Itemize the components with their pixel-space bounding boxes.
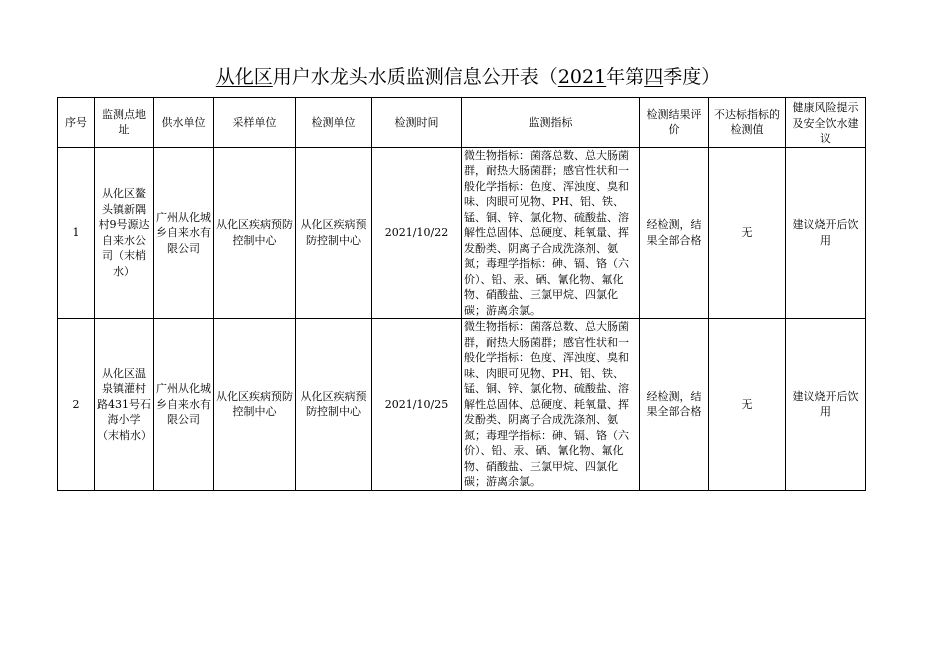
header-result: 检测结果评价 [640, 98, 709, 148]
water-quality-table [57, 97, 866, 491]
title-main-text: 用户水龙头水质监测信息公开表（ [272, 66, 558, 88]
cell-advice: 建议烧开后饮用 [786, 319, 866, 491]
table-row [58, 319, 866, 491]
cell-result: 经检测，结果全部合格 [640, 147, 709, 319]
title-year: 2021 [557, 66, 607, 88]
cell-exceed: 无 [709, 319, 786, 491]
cell-no: 2 [58, 319, 95, 491]
cell-site: 从化区鳌头镇新隅村9号源达自来水公司（末梢水） [95, 147, 154, 319]
header-supplier: 供水单位 [154, 98, 214, 148]
cell-indicators: 微生物指标：菌落总数、总大肠菌群，耐热大肠菌群；感官性状和一般化学指标：色度、浑浊度、臭和味、肉眼可见物、PH、铝、铁、锰、铜、锌、氯化物、硫酸盐、溶解性总固体、总硬度、耗氧量、挥发酚类、阴离子合成洗涤剂、氨氮；毒理学指标：砷、镉、铬（六价）、铅、汞、硒、氰化物、氟化物、硝酸盐、三氯甲烷、四氯化碳；游离余氯。 [462, 147, 640, 319]
cell-sampler: 从化区疾病预防控制中心 [214, 319, 296, 491]
cell-advice: 建议烧开后饮用 [786, 147, 866, 319]
cell-time: 2021/10/25 [372, 319, 462, 491]
header-sampler: 采样单位 [214, 98, 296, 148]
cell-result: 经检测，结果全部合格 [640, 319, 709, 491]
cell-time: 2021/10/22 [372, 147, 462, 319]
title-end: 季度） [663, 66, 721, 88]
cell-no: 1 [58, 147, 95, 319]
header-exceed: 不达标指标的检测值 [709, 98, 786, 148]
table-row [58, 147, 866, 319]
header-advice: 健康风险提示及安全饮水建议 [786, 98, 866, 148]
header-time: 检测时间 [372, 98, 462, 148]
cell-indicators: 微生物指标：菌落总数、总大肠菌群，耐热大肠菌群；感官性状和一般化学指标：色度、浑浊度、臭和味、肉眼可见物、PH、铝、铁、锰、铜、锌、氯化物、硫酸盐、溶解性总固体、总硬度、耗氧量、挥发酚类、阴离子合成洗涤剂、氨氮；毒理学指标：砷、镉、铬（六价）、铅、汞、硒、氰化物、氟化物、硝酸盐、三氯甲烷、四氯化碳；游离余氯。 [462, 319, 640, 491]
document-title [0, 64, 936, 90]
title-year-label: 年第 [606, 66, 645, 88]
title-quarter: 四 [644, 66, 664, 88]
cell-site: 从化区温泉镇灌村路431号石海小学（末梢水） [95, 319, 154, 491]
title-district: 从化区 [215, 66, 273, 88]
header-tester: 检测单位 [296, 98, 372, 148]
header-no: 序号 [58, 98, 95, 148]
header-site: 监测点地址 [95, 98, 154, 148]
header-indicators: 监测指标 [462, 98, 640, 148]
cell-supplier: 广州从化城乡自来水有限公司 [154, 319, 214, 491]
cell-supplier: 广州从化城乡自来水有限公司 [154, 147, 214, 319]
cell-tester: 从化区疾病预防控制中心 [296, 147, 372, 319]
cell-tester: 从化区疾病预防控制中心 [296, 319, 372, 491]
cell-sampler: 从化区疾病预防控制中心 [214, 147, 296, 319]
table-header-row [58, 98, 866, 148]
cell-exceed: 无 [709, 147, 786, 319]
